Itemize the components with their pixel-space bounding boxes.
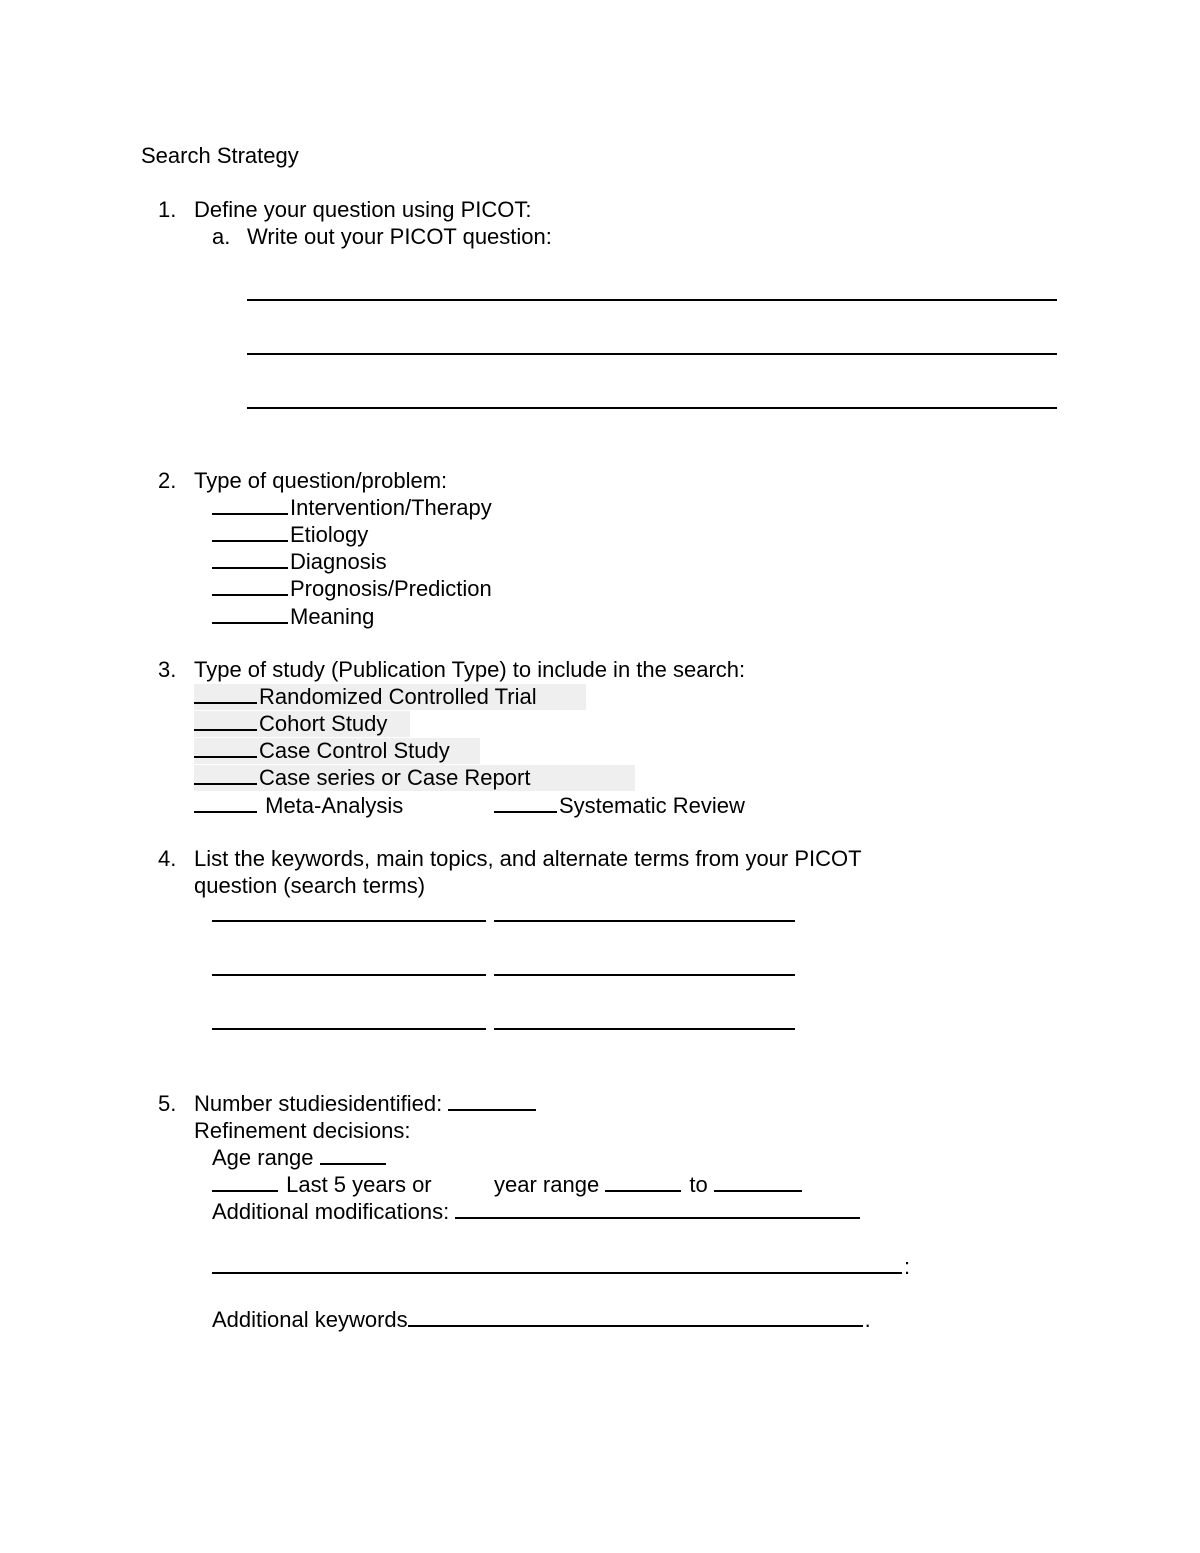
picot-answer-line-1[interactable] xyxy=(247,299,1057,301)
age-range-blank[interactable] xyxy=(320,1145,386,1165)
keyword-line[interactable] xyxy=(212,1028,486,1030)
picot-answer-line-3[interactable] xyxy=(247,407,1057,409)
additional-modifications-row xyxy=(212,1199,862,1225)
q3-option[interactable] xyxy=(194,711,387,737)
alternate-term-line[interactable] xyxy=(494,974,795,976)
check-blank[interactable] xyxy=(212,522,288,542)
option-label: Systematic Review xyxy=(559,793,745,818)
q4-number: 4. xyxy=(158,846,177,871)
colon-mark: : xyxy=(904,1254,911,1279)
check-blank[interactable] xyxy=(194,793,257,813)
q2-number: 2. xyxy=(158,468,177,493)
check-blank[interactable] xyxy=(194,711,257,731)
year-range-row xyxy=(494,1172,804,1198)
period-mark: . xyxy=(864,1307,871,1332)
option-label: Meta-Analysis xyxy=(259,793,404,818)
check-blank[interactable] xyxy=(194,765,257,785)
option-label: Diagnosis xyxy=(290,549,387,574)
q3-label: Type of study (Publication Type) to include in the search: xyxy=(194,657,746,682)
q3-option[interactable] xyxy=(194,765,530,791)
modifications-continuation-blank[interactable] xyxy=(212,1254,902,1274)
age-range-row xyxy=(212,1145,388,1171)
option-label: Cohort Study xyxy=(259,711,388,736)
q2-option[interactable] xyxy=(212,549,387,575)
year-range-label: year range xyxy=(494,1172,606,1197)
option-label: Randomized Controlled Trial xyxy=(259,684,537,709)
keyword-line[interactable] xyxy=(212,974,486,976)
age-range-label: Age range xyxy=(212,1145,320,1170)
q3-number: 3. xyxy=(158,657,177,682)
check-blank[interactable] xyxy=(212,576,288,596)
q3-option[interactable] xyxy=(194,738,450,764)
q2-option[interactable] xyxy=(212,604,374,630)
q5-number: 5. xyxy=(158,1091,177,1116)
q1a-label: Write out your PICOT question: xyxy=(247,224,552,249)
q2-option[interactable] xyxy=(212,576,492,602)
q3-option[interactable] xyxy=(494,793,745,819)
picot-answer-line-2[interactable] xyxy=(247,353,1057,355)
studies-identified-row xyxy=(194,1091,538,1117)
option-label: Etiology xyxy=(290,522,369,547)
modifications-continuation-row xyxy=(212,1254,910,1280)
q3-option[interactable] xyxy=(194,793,403,819)
q4-label-line2: question (search terms) xyxy=(194,873,426,898)
refinement-label: Refinement decisions: xyxy=(194,1118,411,1143)
last-5-years-blank[interactable] xyxy=(212,1172,278,1192)
option-label: Intervention/Therapy xyxy=(290,495,492,520)
additional-modifications-label: Additional modifications: xyxy=(212,1199,456,1224)
studies-count-blank[interactable] xyxy=(448,1091,536,1111)
check-blank[interactable] xyxy=(212,495,288,515)
to-label: to xyxy=(683,1172,714,1197)
additional-modifications-blank[interactable] xyxy=(455,1199,860,1219)
keyword-line[interactable] xyxy=(212,920,486,922)
alternate-term-line[interactable] xyxy=(494,1028,795,1030)
additional-keywords-label: Additional keywords xyxy=(212,1307,408,1332)
check-blank[interactable] xyxy=(212,604,288,624)
q1-label: Define your question using PICOT: xyxy=(194,197,532,222)
year-from-blank[interactable] xyxy=(605,1172,681,1192)
last-5-years-row xyxy=(212,1172,432,1198)
alternate-term-line[interactable] xyxy=(494,920,795,922)
additional-keywords-row xyxy=(212,1307,871,1333)
additional-keywords-blank[interactable] xyxy=(408,1307,863,1327)
q4-label-line1: List the keywords, main topics, and alternate terms from your PICOT xyxy=(194,846,862,871)
last-5-years-label: Last 5 years or xyxy=(280,1172,432,1197)
q2-option[interactable] xyxy=(212,522,368,548)
option-label: Case Control Study xyxy=(259,738,450,763)
q1a-letter: a. xyxy=(212,224,231,249)
q1-number: 1. xyxy=(158,197,177,222)
option-label: Case series or Case Report xyxy=(259,765,531,790)
check-blank[interactable] xyxy=(212,549,288,569)
option-label: Prognosis/Prediction xyxy=(290,576,492,601)
q2-option[interactable] xyxy=(212,495,492,521)
check-blank[interactable] xyxy=(194,684,257,704)
q3-option[interactable] xyxy=(194,684,537,710)
option-label: Meaning xyxy=(290,604,375,629)
check-blank[interactable] xyxy=(194,738,257,758)
q2-label: Type of question/problem: xyxy=(194,468,448,493)
check-blank[interactable] xyxy=(494,793,557,813)
studies-identified-label: Number studiesidentified: xyxy=(194,1091,449,1116)
year-to-blank[interactable] xyxy=(714,1172,802,1192)
page-title: Search Strategy xyxy=(141,143,299,168)
